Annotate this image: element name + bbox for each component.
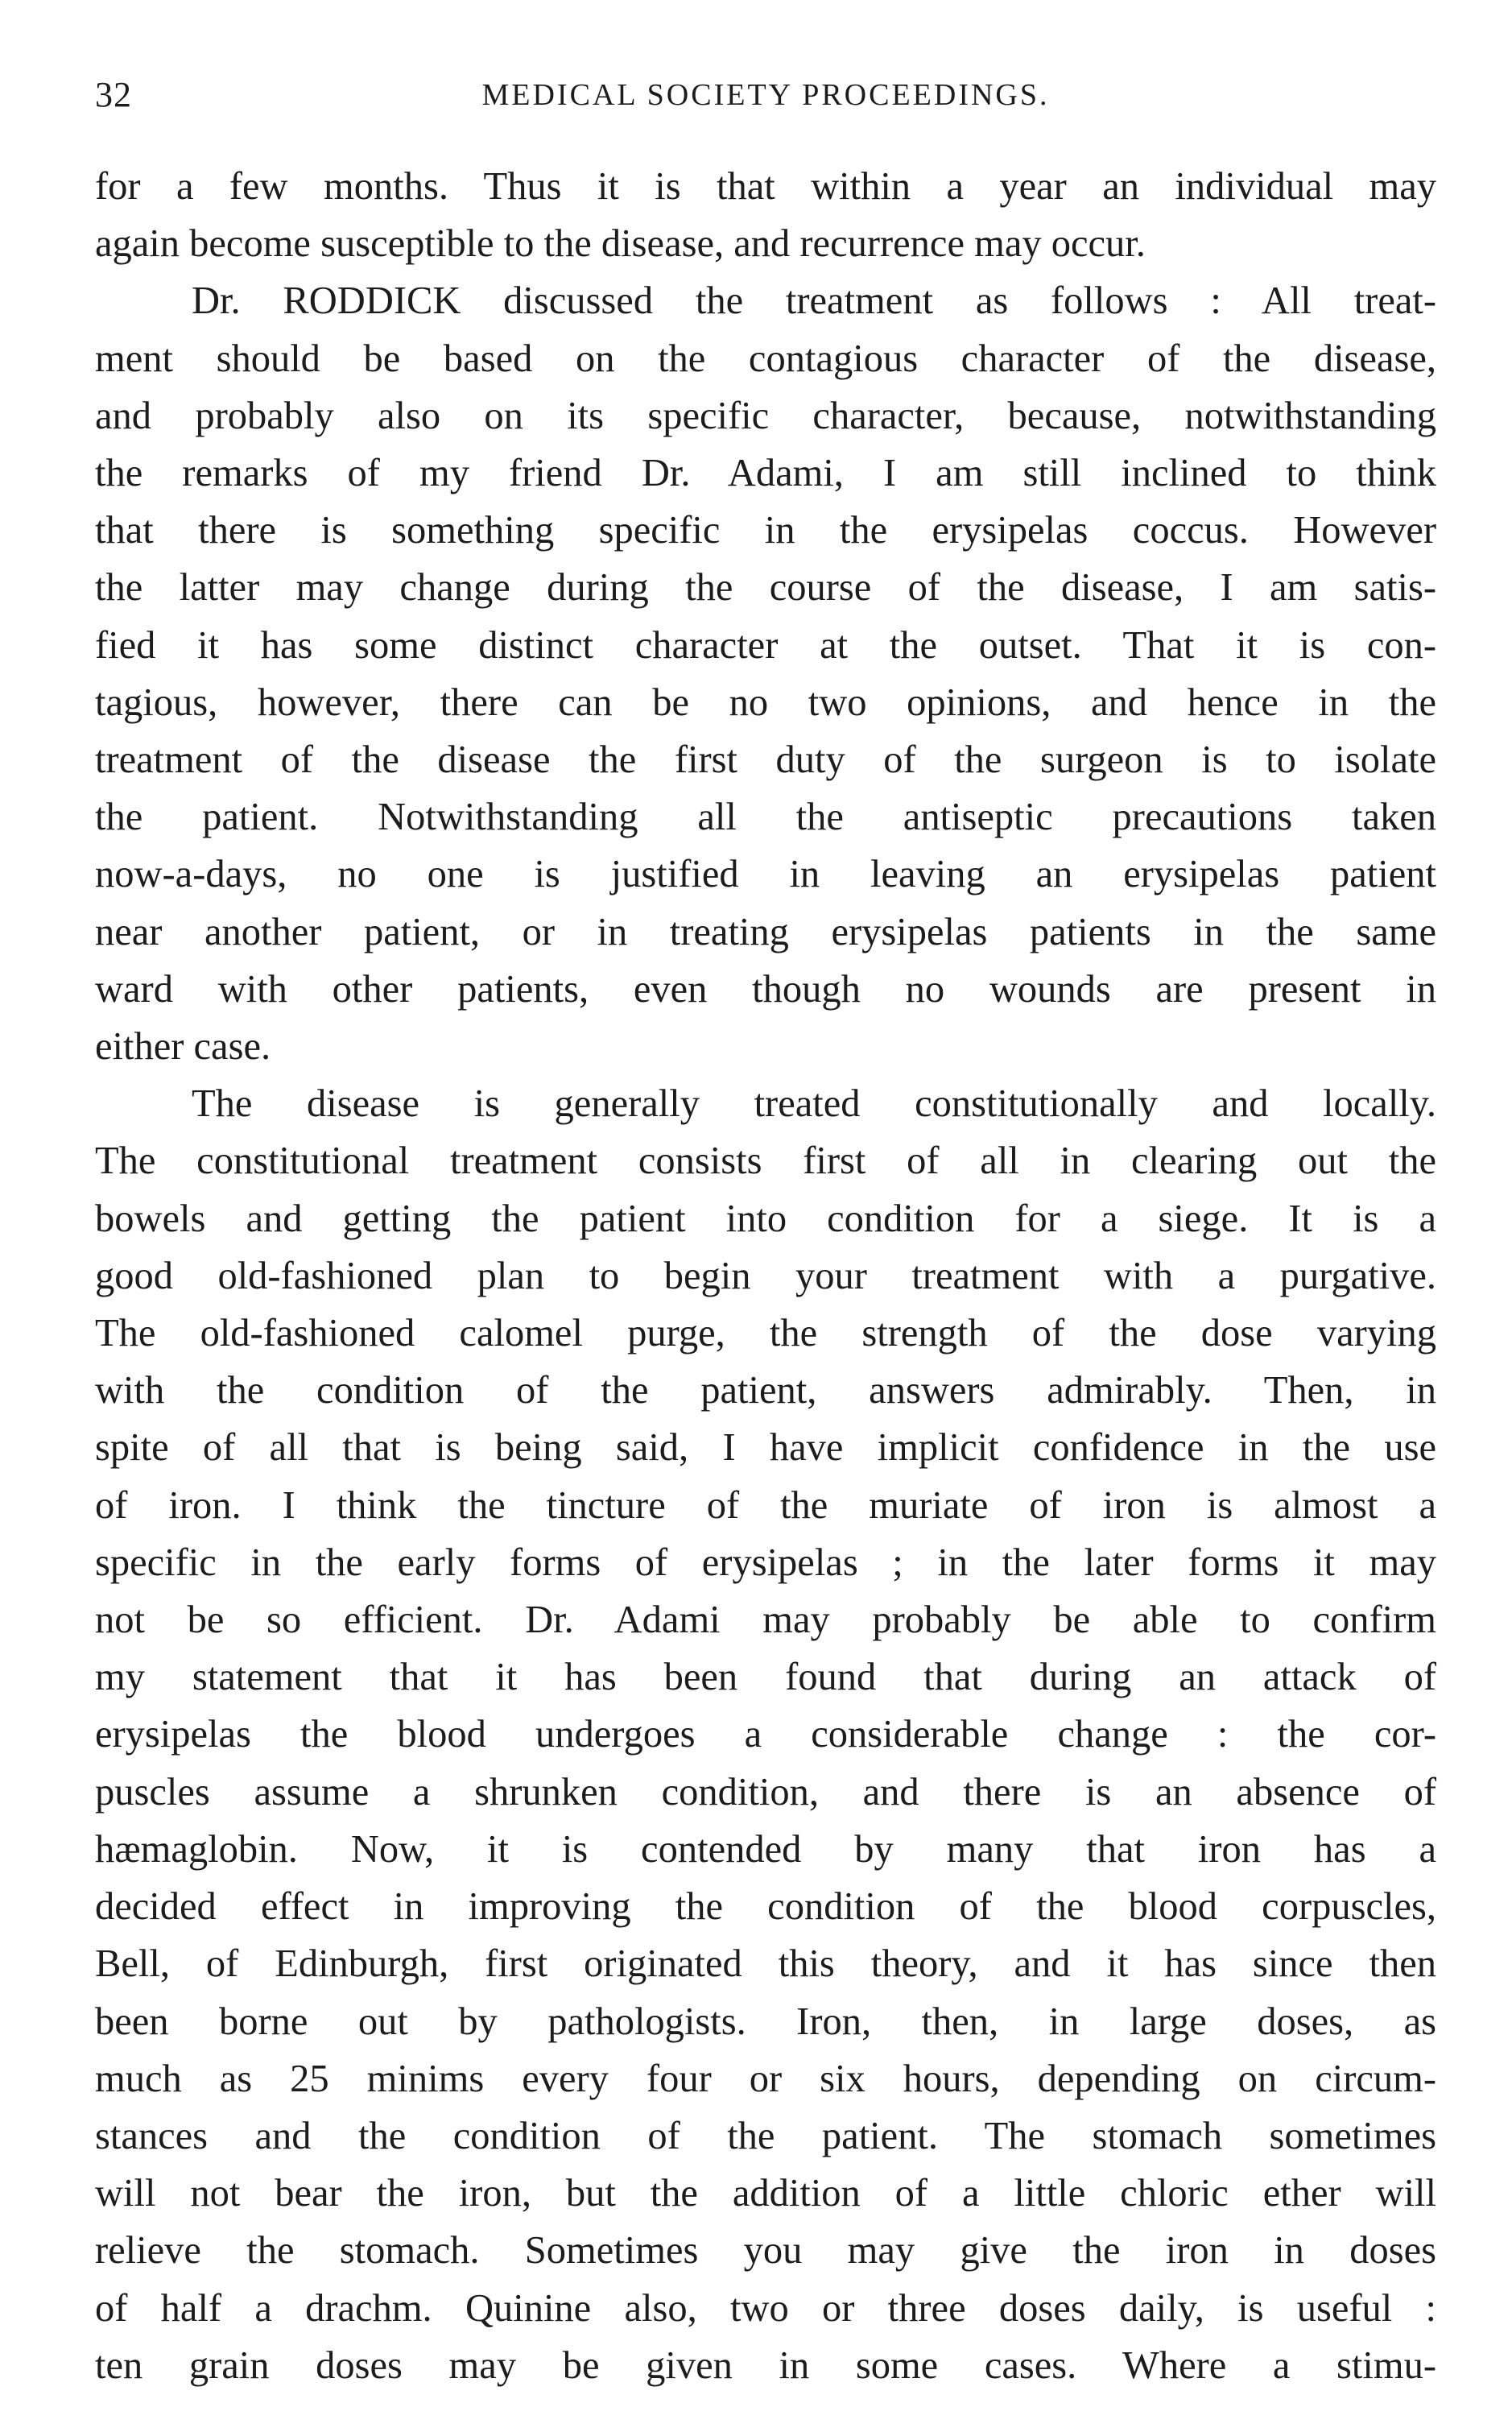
text-line: relieve the stomach. Sometimes you may give the iron in doses bbox=[95, 2229, 1436, 2273]
text-line: decided effect in improving the condition of the blood corpuscles, bbox=[95, 1885, 1436, 1929]
text-line: of half a drachm. Quinine also, two or three doses daily, is useful : bbox=[95, 2286, 1436, 2330]
text-line: Dr. RODDICK discussed the treatment as follows : All treat- bbox=[192, 279, 1436, 323]
text-line: The disease is generally treated constitutionally and locally. bbox=[192, 1082, 1436, 1126]
text-line: that there is something specific in the erysipelas coccus. However bbox=[95, 509, 1436, 552]
text-line: with the condition of the patient, answers admirably. Then, in bbox=[95, 1369, 1436, 1412]
text-line: the patient. Notwithstanding all the antiseptic precautions taken bbox=[95, 796, 1436, 839]
text-line: good old-fashioned plan to begin your treatment with a purgative. bbox=[95, 1254, 1436, 1297]
text-line: the latter may change during the course of the disease, I am satis- bbox=[95, 566, 1436, 610]
text-line: bowels and getting the patient into condition for a siege. It is a bbox=[95, 1197, 1436, 1240]
paragraph-treatment bbox=[95, 1075, 1436, 2394]
text-line: again become susceptible to the disease, and recurrence may occur. bbox=[95, 222, 1146, 266]
text-line: ten grain doses may be given in some cases. Where a stimu- bbox=[95, 2343, 1436, 2387]
running-title: MEDICAL SOCIETY PROCEEDINGS. bbox=[481, 78, 1050, 112]
text-line: the remarks of my friend Dr. Adami, I am still inclined to think bbox=[95, 452, 1436, 495]
text-line: Bell, of Edinburgh, first originated this theory, and it has since then bbox=[95, 1942, 1436, 1986]
text-line: The constitutional treatment consists first of all in clearing out the bbox=[95, 1139, 1436, 1183]
text-line: spite of all that is being said, I have implicit confidence in the use bbox=[95, 1426, 1436, 1470]
running-head bbox=[95, 74, 1436, 126]
text-line: near another patient, or in treating erysipelas patients in the same bbox=[95, 910, 1436, 953]
body-text bbox=[95, 158, 1436, 2394]
text-line: ward with other patients, even though no wounds are present in bbox=[95, 967, 1436, 1011]
paragraph-roddick bbox=[95, 272, 1436, 1075]
text-line: much as 25 minims every four or six hours, depending on circum- bbox=[95, 2057, 1436, 2100]
text-line: now-a-days, no one is justified in leaving an erysipelas patient bbox=[95, 853, 1436, 896]
text-line: hæmaglobin. Now, it is contended by many that iron has a bbox=[95, 1827, 1436, 1871]
text-line: treatment of the disease the first duty of the surgeon is to isolate bbox=[95, 738, 1436, 782]
text-line: been borne out by pathologists. Iron, then, in large doses, as bbox=[95, 2000, 1436, 2043]
text-line: erysipelas the blood undergoes a considerable change : the cor- bbox=[95, 1713, 1436, 1756]
document-page bbox=[95, 74, 1436, 2394]
text-line: The old-fashioned calomel purge, the strength of the dose varying bbox=[95, 1312, 1436, 1355]
text-line: and probably also on its specific character, because, notwithstanding bbox=[95, 394, 1436, 437]
text-line: puscles assume a shrunken condition, and there is an absence of bbox=[95, 1770, 1436, 1814]
text-line: specific in the early forms of erysipelas ; in the later forms it may bbox=[95, 1541, 1436, 1584]
text-line: of iron. I think the tincture of the muriate of iron is almost a bbox=[95, 1483, 1436, 1527]
text-line: stances and the condition of the patient. The stomach sometimes bbox=[95, 2114, 1436, 2157]
page-number: 32 bbox=[95, 75, 132, 114]
text-line: fied it has some distinct character at the outset. That it is con- bbox=[95, 623, 1436, 667]
text-line: my statement that it has been found that during an attack of bbox=[95, 1656, 1436, 1699]
text-line: will not bear the iron, but the addition of a little chloric ether will bbox=[95, 2172, 1436, 2215]
paragraph-continuation bbox=[95, 158, 1436, 272]
text-line: for a few months. Thus it is that within a year an individual may bbox=[95, 165, 1436, 208]
text-line: ment should be based on the contagious character of the disease, bbox=[95, 337, 1436, 380]
text-line: not be so efficient. Dr. Adami may probably be able to confirm bbox=[95, 1599, 1436, 1642]
text-line: either case. bbox=[95, 1025, 271, 1069]
text-line: tagious, however, there can be no two opinions, and hence in the bbox=[95, 680, 1436, 724]
